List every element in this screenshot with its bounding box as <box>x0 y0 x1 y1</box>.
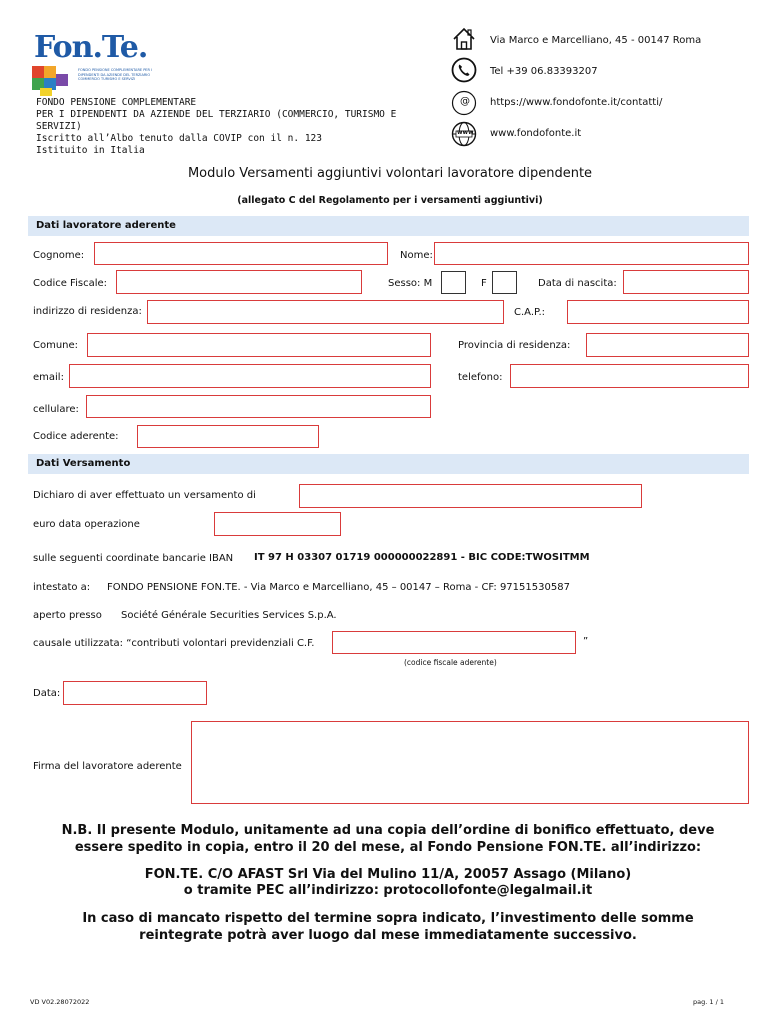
indirizzo-label: indirizzo di residenza: <box>33 306 142 317</box>
codice-aderente-label: Codice aderente: <box>33 431 119 442</box>
note-address-line2: o tramite PEC all’indirizzo: protocollofonte@legalmail.it <box>183 883 593 898</box>
data-label: Data: <box>33 688 61 699</box>
footer-version: VD V02.28072022 <box>30 998 90 1006</box>
org-line: Iscritto all’Albo tenuto dalla COVIP con il n. 123 <box>36 133 322 144</box>
org-line: PER I DIPENDENTI DA AZIENDE DEL TERZIARIO (COMMERCIO, TURISMO E <box>36 109 397 120</box>
intestato-value: FONDO PENSIONE FON.TE. - Via Marco e Marcelliano, 45 – 00147 – Roma - CF: 97151530587 <box>107 582 570 593</box>
indirizzo-field[interactable] <box>147 300 504 324</box>
codice-aderente-field[interactable] <box>137 425 319 448</box>
cf-hint: (codice fiscale aderente) <box>404 658 497 667</box>
codice-fiscale-field[interactable] <box>116 270 362 294</box>
codice-fiscale-causale-field[interactable] <box>332 631 576 654</box>
org-block <box>36 97 396 157</box>
data-operazione-field[interactable] <box>214 512 341 536</box>
data-nascita-field[interactable] <box>623 270 749 294</box>
contact-phone: Tel +39 06.83393207 <box>490 66 598 77</box>
provincia-label: Provincia di residenza: <box>458 340 571 351</box>
firma-field[interactable] <box>191 721 749 804</box>
note-warning-line1: In caso di mancato rispetto del termine sopra indicato, l’investimento delle somme <box>82 911 694 926</box>
aperto-value: Société Générale Securities Services S.p.A. <box>121 610 337 621</box>
sesso-f-checkbox[interactable] <box>492 271 517 294</box>
intestato-label: intestato a: <box>33 582 91 593</box>
section-title: Dati Versamento <box>36 458 131 469</box>
form-subtitle: (allegato C del Regolamento per i versamenti aggiuntivi) <box>237 195 543 206</box>
at-symbol: @ <box>460 96 470 107</box>
contact-address: Via Marco e Marcelliano, 45 - 00147 Roma <box>490 35 702 46</box>
org-line: Istituito in Italia <box>36 145 145 156</box>
firma-label: Firma del lavoratore aderente <box>33 761 182 772</box>
iban-value: IT 97 H 03307 01719 000000022891 - BIC CODE:TWOSITMM <box>254 552 590 563</box>
provincia-field[interactable] <box>586 333 749 357</box>
section-header-versamento <box>28 454 749 474</box>
logo <box>30 28 160 98</box>
section-title: Dati lavoratore aderente <box>36 220 176 231</box>
org-line: SERVIZI) <box>36 121 82 132</box>
euro-data-label: euro data operazione <box>33 519 140 530</box>
codice-fiscale-label: Codice Fiscale: <box>33 278 107 289</box>
importo-field[interactable] <box>299 484 642 508</box>
cap-label: C.A.P.: <box>514 307 546 318</box>
telefono-field[interactable] <box>510 364 749 388</box>
causale-label: causale utilizzata: “contributi volontari previdenziali C.F. <box>33 638 315 649</box>
logo-tagline: FONDO PENSIONE COMPLEMENTARE PER I DIPENDENTI DA AZIENDE DEL TERZIARIO COMMERCIO TURISMO E SERVIZI <box>78 68 153 81</box>
section-header-lavoratore <box>28 216 749 236</box>
causale-close-quote: ” <box>583 636 589 647</box>
cellulare-field[interactable] <box>86 395 431 418</box>
telefono-label: telefono: <box>458 372 503 383</box>
iban-label: sulle seguenti coordinate bancarie IBAN <box>33 553 234 564</box>
email-field[interactable] <box>69 364 431 388</box>
note-nb-line1: N.B. Il presente Modulo, unitamente ad una copia dell’ordine di bonifico effettuato, deve <box>61 823 715 838</box>
website-link[interactable]: www.fondofonte.it <box>490 128 582 139</box>
data-nascita-label: Data di nascita: <box>538 278 617 289</box>
cognome-label: Cognome: <box>33 250 85 261</box>
nome-label: Nome: <box>400 250 433 261</box>
data-field[interactable] <box>63 681 207 705</box>
cellulare-label: cellulare: <box>33 404 79 415</box>
footer-page: pag. 1 / 1 <box>693 998 724 1006</box>
logo-text: Fon.Te. <box>34 30 148 65</box>
sesso-f-label: F <box>481 278 487 289</box>
sesso-m-checkbox[interactable] <box>441 271 466 294</box>
comune-label: Comune: <box>33 340 79 351</box>
www-label: www <box>457 129 474 136</box>
note-address-line1: FON.TE. C/O AFAST Srl Via del Mulino 11/A, 20057 Assago (Milano) <box>144 867 632 882</box>
logo-puzzle-icon <box>30 64 76 98</box>
comune-field[interactable] <box>87 333 431 357</box>
form-title: Modulo Versamenti aggiuntivi volontari lavoratore dipendente <box>187 166 593 181</box>
cap-field[interactable] <box>567 300 749 324</box>
dichiaro-label: Dichiaro di aver effettuato un versamento di <box>33 490 256 501</box>
home-icon <box>451 26 477 52</box>
email-label: email: <box>33 372 64 383</box>
note-nb-line2: essere spedito in copia, entro il 20 del mese, al Fondo Pensione FON.TE. all’indirizzo: <box>74 840 702 855</box>
cognome-field[interactable] <box>94 242 388 265</box>
org-line: FONDO PENSIONE COMPLEMENTARE <box>36 97 197 108</box>
aperto-label: aperto presso <box>33 610 102 621</box>
note-warning-line2: reintegrate potrà aver luogo dal mese immediatamente successivo. <box>139 928 637 943</box>
contact-url-link[interactable]: https://www.fondofonte.it/contatti/ <box>490 97 663 108</box>
phone-icon <box>451 57 477 83</box>
nome-field[interactable] <box>434 242 749 265</box>
sesso-label: Sesso: M <box>388 278 433 289</box>
